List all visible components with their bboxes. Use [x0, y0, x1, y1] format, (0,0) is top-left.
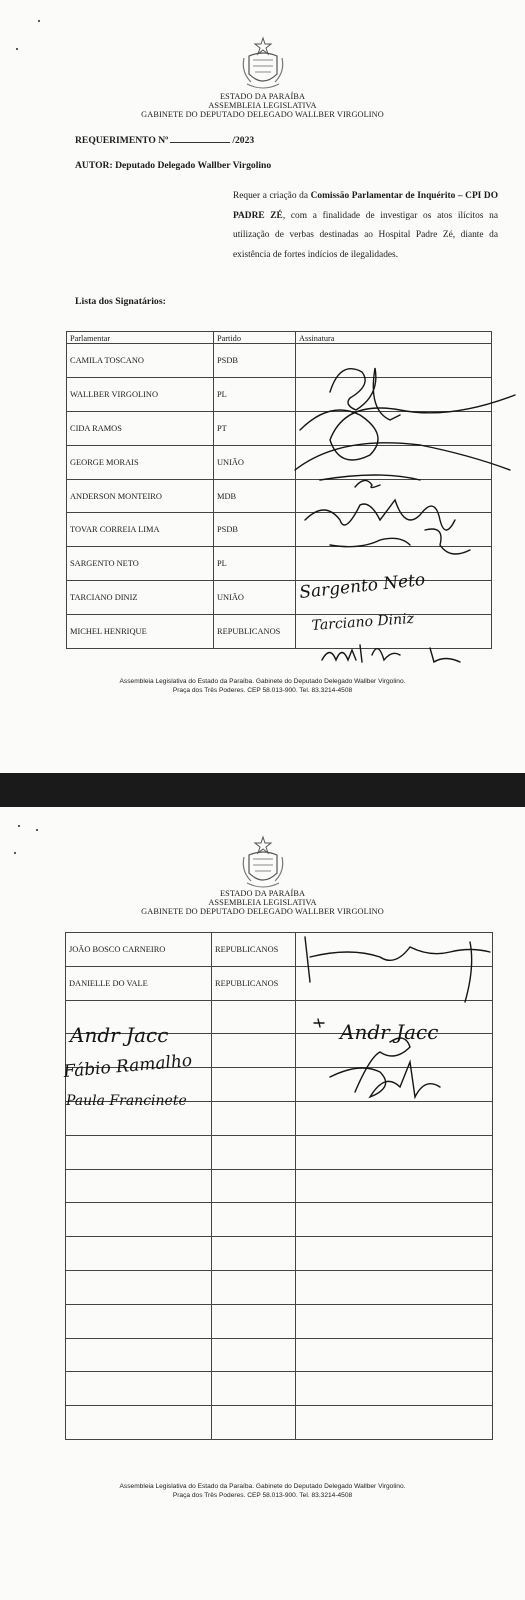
header-office: GABINETE DO DEPUTADO DELEGADO WALLBER VIRGOLINO [141, 907, 384, 916]
parlamentar-cell [66, 1034, 212, 1068]
signature-tarciano: Tarciano Diniz [311, 610, 415, 634]
description-text: Requer a criação da [233, 191, 311, 201]
parlamentar-cell [66, 1135, 212, 1169]
table-row [66, 1304, 493, 1338]
partido-cell: MDB [214, 479, 296, 513]
speck [38, 20, 40, 22]
partido-cell [212, 1406, 296, 1440]
assinatura-cell [296, 1270, 493, 1304]
column-header-assinatura: Assinatura [296, 332, 492, 344]
table-row [66, 1372, 493, 1406]
partido-cell [212, 1270, 296, 1304]
signatories-table-continued [65, 932, 493, 1440]
table-row [66, 1237, 493, 1271]
parlamentar-cell [66, 1237, 212, 1271]
signatories-table [66, 331, 492, 649]
table-row [66, 1101, 493, 1135]
table-header-row [67, 332, 492, 344]
parlamentar-cell: WALLBER VIRGOLINO [67, 377, 214, 411]
assinatura-cell [296, 1304, 493, 1338]
table-row [67, 547, 492, 581]
parlamentar-cell [66, 1101, 212, 1135]
parlamentar-cell [66, 1203, 212, 1237]
table-row [66, 1034, 493, 1068]
header-state: ESTADO DA PARAÍBA [219, 92, 306, 101]
parlamentar-cell [66, 1406, 212, 1440]
requerimento-line [75, 134, 254, 146]
handwritten-name-3: Paula Francinete [66, 1093, 187, 1109]
requerimento-year: /2023 [232, 135, 255, 146]
handwritten-signature-right: Andr Jacc [340, 1020, 439, 1044]
parlamentar-cell [66, 1000, 212, 1034]
assinatura-cell [296, 933, 493, 967]
parlamentar-cell: SARGENTO NETO [67, 547, 214, 581]
author-line: AUTOR: Deputado Delegado Wallber Virgolino [75, 160, 272, 171]
partido-cell: UNIÃO [214, 445, 296, 479]
parlamentar-cell [66, 1304, 212, 1338]
speck [16, 48, 18, 50]
assinatura-cell [296, 1135, 493, 1169]
table-row [67, 411, 492, 445]
signatories-title: Lista dos Signatários: [75, 296, 166, 307]
partido-cell [212, 1304, 296, 1338]
table-row [66, 1270, 493, 1304]
table-row [67, 615, 492, 649]
state-coat-of-arms-icon [241, 36, 285, 92]
assinatura-cell [296, 1068, 493, 1102]
assinatura-cell [296, 966, 493, 1000]
number-blank [170, 134, 230, 143]
parlamentar-cell: TOVAR CORREIA LIMA [67, 513, 214, 547]
parlamentar-cell: TARCIANO DINIZ [67, 581, 214, 615]
column-header-parlamentar: Parlamentar [67, 332, 214, 344]
table-row [67, 344, 492, 378]
column-header-partido: Partido [214, 332, 296, 344]
partido-cell [212, 1135, 296, 1169]
assinatura-cell [296, 615, 492, 649]
table-row [66, 1068, 493, 1102]
table-row [66, 966, 493, 1000]
request-description [233, 187, 498, 265]
table-row [66, 933, 493, 967]
requerimento-label: REQUERIMENTO Nº [75, 135, 169, 146]
table-row [67, 479, 492, 513]
description-cpi-name: Comissão Parlamentar de Inquérito – CPI DO PADRE ZÉ [233, 191, 498, 221]
assinatura-cell [296, 479, 492, 513]
header-assembly: ASSEMBLEIA LEGISLATIVA [208, 898, 317, 907]
footer-line-2: Praça dos Três Poderes. CEP 58.013-900. Tel. 83.3214-4508 [172, 687, 353, 694]
assinatura-cell [296, 1237, 493, 1271]
partido-cell: PL [214, 377, 296, 411]
partido-cell [212, 1372, 296, 1406]
parlamentar-cell [66, 1169, 212, 1203]
assinatura-cell [296, 1203, 493, 1237]
assinatura-cell [296, 411, 492, 445]
assinatura-cell [296, 513, 492, 547]
assinatura-cell [296, 445, 492, 479]
partido-cell [212, 1338, 296, 1372]
partido-cell [212, 1034, 296, 1068]
parlamentar-cell: MICHEL HENRIQUE [67, 615, 214, 649]
table-row [66, 1203, 493, 1237]
partido-cell: REPUBLICANOS [212, 966, 296, 1000]
speck [14, 852, 16, 854]
partido-cell: PT [214, 411, 296, 445]
document-page-1 [0, 0, 525, 773]
assinatura-cell [296, 547, 492, 581]
partido-cell: UNIÃO [214, 581, 296, 615]
partido-cell [212, 1169, 296, 1203]
parlamentar-cell: DANIELLE DO VALE [66, 966, 212, 1000]
parlamentar-cell: CAMILA TOSCANO [67, 344, 214, 378]
description-text-rest: , com a finalidade de investigar os atos ilícitos na utilização de verbas destinadas ao Hospital Padre Zé, diante da existência de fortes indícios de ilegalidades. [233, 210, 498, 260]
table-row [67, 513, 492, 547]
footer-line-1: Assembleia Legislativa do Estado da Paraíba. Gabinete do Deputado Delegado Wallber Virgolino. [119, 1483, 406, 1490]
assinatura-cell [296, 581, 492, 615]
handwritten-name-2: Fábio Ramalho [62, 1050, 193, 1082]
partido-cell [212, 1237, 296, 1271]
partido-cell: PL [214, 547, 296, 581]
assinatura-cell [296, 1169, 493, 1203]
table-row [66, 1000, 493, 1034]
partido-cell [212, 1000, 296, 1034]
parlamentar-cell [66, 1338, 212, 1372]
assinatura-cell [296, 1034, 493, 1068]
table-row [66, 1406, 493, 1440]
assinatura-cell [296, 344, 492, 378]
assinatura-cell [296, 1101, 493, 1135]
header-office: GABINETE DO DEPUTADO DELEGADO WALLBER VIRGOLINO [141, 110, 384, 119]
partido-cell: PSDB [214, 344, 296, 378]
table-row [66, 1169, 493, 1203]
speck [18, 825, 20, 827]
table-row [67, 377, 492, 411]
parlamentar-cell [66, 1270, 212, 1304]
assinatura-cell [296, 1372, 493, 1406]
speck [36, 829, 38, 831]
partido-cell: REPUBLICANOS [212, 933, 296, 967]
table-row [66, 1135, 493, 1169]
table-row [67, 445, 492, 479]
footer-line-2: Praça dos Três Poderes. CEP 58.013-900. Tel. 83.3214-4508 [172, 1492, 353, 1499]
footer-line-1: Assembleia Legislativa do Estado da Paraíba. Gabinete do Deputado Delegado Wallber Virgolino. [119, 678, 406, 685]
partido-cell: REPUBLICANOS [214, 615, 296, 649]
partido-cell: PSDB [214, 513, 296, 547]
document-page-2 [0, 807, 525, 1600]
parlamentar-cell: JOÃO BOSCO CARNEIRO [66, 933, 212, 967]
parlamentar-cell [66, 1068, 212, 1102]
header-state: ESTADO DA PARAÍBA [219, 889, 306, 898]
state-coat-of-arms-icon [241, 835, 285, 891]
assinatura-cell [296, 377, 492, 411]
signature-sargento: Sargento Neto [298, 569, 427, 603]
assinatura-cell [296, 1406, 493, 1440]
parlamentar-cell: ANDERSON MONTEIRO [67, 479, 214, 513]
partido-cell [212, 1068, 296, 1102]
partido-cell [212, 1101, 296, 1135]
partido-cell [212, 1203, 296, 1237]
parlamentar-cell: CIDA RAMOS [67, 411, 214, 445]
table-row [66, 1338, 493, 1372]
handwritten-name-1: Andr Jacc [70, 1023, 169, 1047]
parlamentar-cell [66, 1372, 212, 1406]
table-row [67, 581, 492, 615]
header-assembly: ASSEMBLEIA LEGISLATIVA [208, 101, 317, 110]
assinatura-cell [296, 1000, 493, 1034]
assinatura-cell [296, 1338, 493, 1372]
parlamentar-cell: GEORGE MORAIS [67, 445, 214, 479]
